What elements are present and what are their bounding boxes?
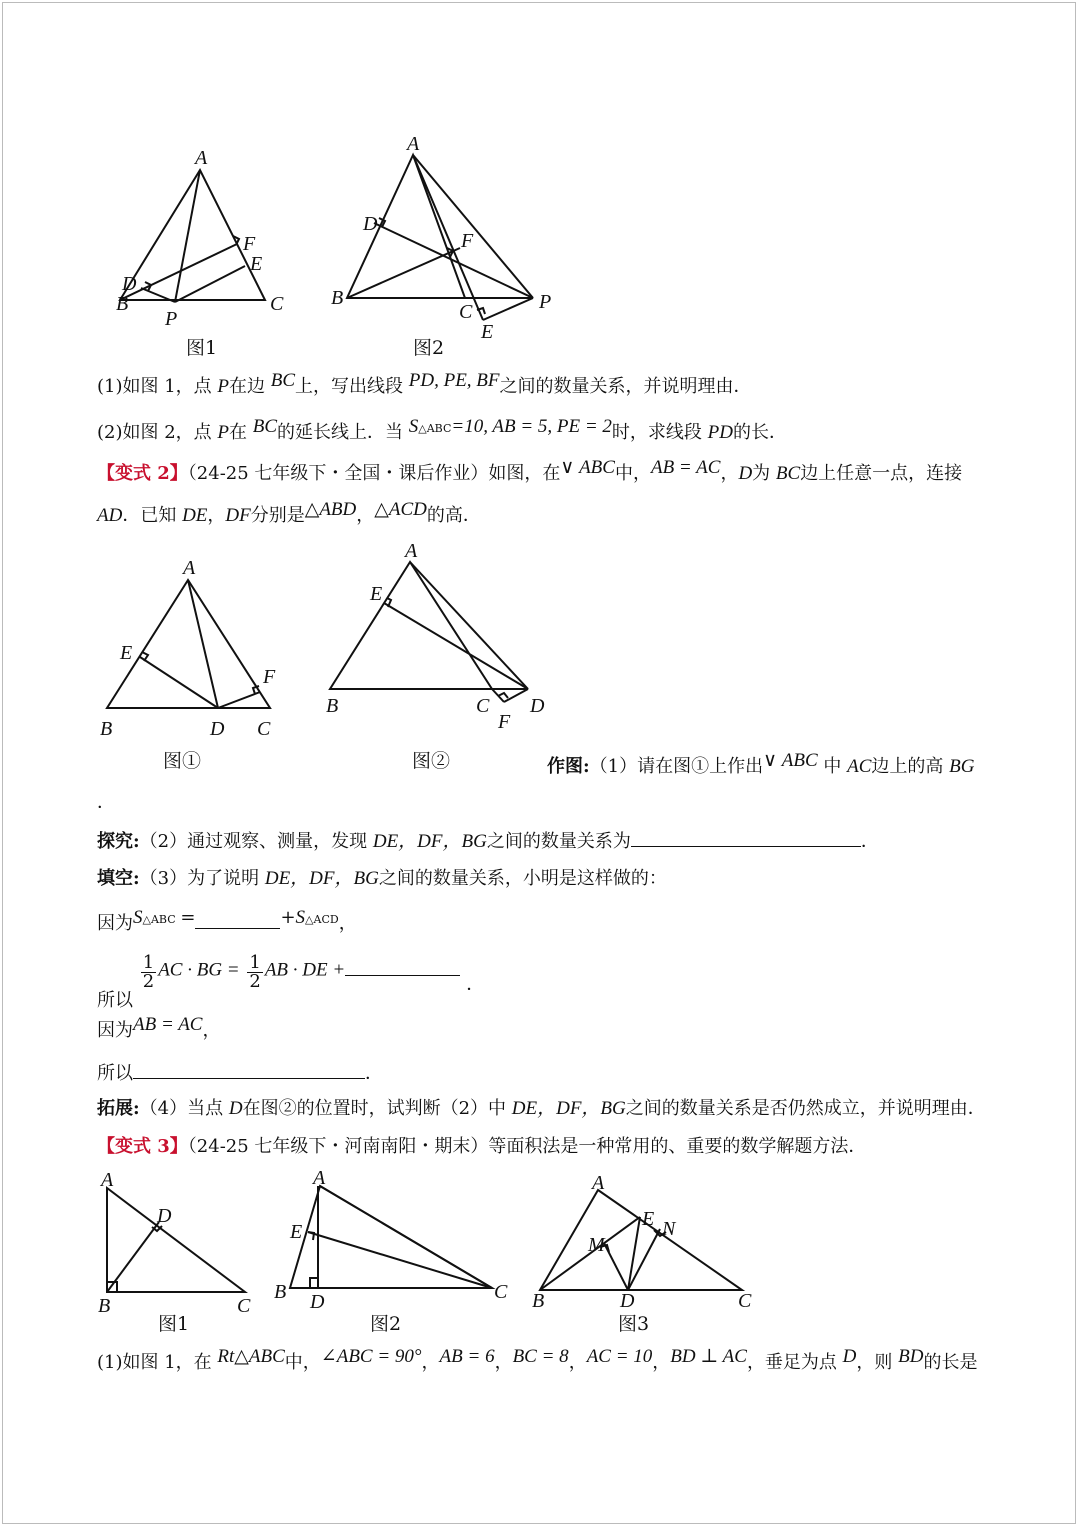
question-3-1: (1)如图 1，在 Rt△ABC中，∠ABC = 90°，AB = 6，BC = 8，AC = 10，BD ⊥ AC，垂足为点 D，则 BD的长是 (97, 1346, 978, 1373)
answer-blank[interactable] (345, 959, 460, 976)
label-b: B (274, 1281, 287, 1303)
label-e: E (642, 1208, 655, 1230)
top-figure-1 (100, 140, 300, 330)
label-d: D (122, 273, 137, 295)
label-d: D (363, 213, 378, 235)
bottom-figure-2 (270, 1167, 520, 1320)
fill-line-4: 所以 ． (97, 1063, 383, 1084)
triangle-abc (290, 1186, 492, 1288)
label-f: F (263, 666, 276, 688)
label-b: B (100, 718, 113, 740)
triangle-abc (540, 1190, 742, 1290)
label-c: C (476, 695, 490, 717)
question-2: (2)如图 2，点 P在 BC的延长线上．当 $S^{\triangle ABC}=10$, AB = 5, PE = 2时，求线段 PD的长． (97, 416, 787, 443)
bottom-figure-1 (95, 1170, 265, 1320)
bottom-figure-3 (530, 1172, 770, 1320)
label-a: A (405, 540, 418, 562)
mid-figure-2 (320, 540, 555, 735)
label-a: A (101, 1169, 114, 1191)
label-n: N (662, 1218, 676, 1240)
fill-line-1: 因为$S^{\triangle ABC} = +S^{\triangle ACD}$， (97, 907, 357, 934)
caption-mid-fig2: 图② (412, 750, 451, 772)
label-a: A (195, 147, 208, 169)
label-c: C (270, 293, 284, 315)
answer-blank[interactable] (195, 912, 280, 929)
label-a: A (592, 1172, 605, 1194)
label-f: F (243, 233, 256, 255)
label-b: B (116, 293, 129, 315)
answer-blank[interactable] (133, 1062, 365, 1079)
caption-top-fig2: 图2 (413, 337, 445, 359)
task-draw: 作图:（1）请在图①上作出∨ ABC 中 AC边上的高 BG (547, 750, 975, 777)
variant-2-line-1: 【变式 2】（24-25 七年级下・全国・课后作业）如图，在∨ ABC中，AB = AC，D为 BC边上任意一点，连接 (97, 457, 963, 484)
label-b: B (532, 1290, 545, 1312)
label-e: E (250, 253, 263, 275)
label-m: M (588, 1234, 605, 1256)
label-e: E (290, 1221, 303, 1243)
label-a: A (183, 557, 196, 579)
fill-line-3: 因为AB = AC， (97, 1014, 221, 1041)
label-d: D (620, 1290, 635, 1312)
label-e: E (370, 583, 383, 605)
label-d: D (210, 718, 225, 740)
label-f: F (461, 230, 474, 252)
label-e: E (481, 321, 494, 343)
task-fill: 填空:（3）为了说明 DE，DF，BG之间的数量关系，小明是这样做的： (97, 868, 667, 889)
label-f: F (498, 711, 511, 733)
label-e: E (120, 642, 133, 664)
caption-top-fig1: 图1 (186, 337, 218, 359)
label-c: C (494, 1281, 508, 1303)
top-figure-2 (325, 130, 565, 345)
task-explore: 探究:（2）通过观察、测量，发现 DE，DF，BG之间的数量关系为 ． (97, 831, 879, 852)
label-d: D (157, 1205, 172, 1227)
label-a: A (313, 1167, 326, 1189)
question-1: (1)如图 1，点 P在边 BC上，写出线段 PD, PE, BF之间的数量关系，并说明理由． (97, 370, 752, 397)
caption-bot-fig1: 图1 (158, 1313, 190, 1335)
variant-3-line: 【变式 3】（24-25 七年级下・河南南阳・期末）等面积法是一种常用的、重要的数学解题方法． (97, 1136, 867, 1157)
task-extend: 拓展:（4）当点 D在图②的位置时，试判断（2）中 DE，DF，BG之间的数量关系是否仍然成立，并说明理由． (97, 1098, 986, 1119)
label-c: C (738, 1290, 752, 1312)
caption-mid-fig1: 图① (163, 750, 202, 772)
label-c: C (257, 718, 271, 740)
caption-bot-fig2: 图2 (370, 1313, 402, 1335)
answer-blank[interactable] (631, 830, 861, 847)
label-b: B (331, 287, 344, 309)
label-p: P (539, 291, 552, 313)
task-draw-end: ． (97, 792, 115, 813)
label-b: B (98, 1295, 111, 1317)
label-d: D (530, 695, 545, 717)
label-b: B (326, 695, 339, 717)
label-d: D (310, 1291, 325, 1313)
variant-2-line-2: AD．已知 DE，DF分别是△ABD，△ACD的高． (97, 499, 481, 526)
mid-figure-1 (95, 555, 290, 740)
label-a: A (407, 133, 420, 155)
label-c: C (459, 301, 473, 323)
label-c: C (237, 1295, 251, 1317)
triangle-abc (107, 1188, 245, 1292)
caption-bot-fig3: 图3 (618, 1313, 650, 1335)
label-p: P (165, 308, 178, 330)
fill-line-2: 所以 $\frac{1}{2}$ AC · BG = $\frac{1}{2}$ AB · DE +． (97, 952, 485, 1011)
